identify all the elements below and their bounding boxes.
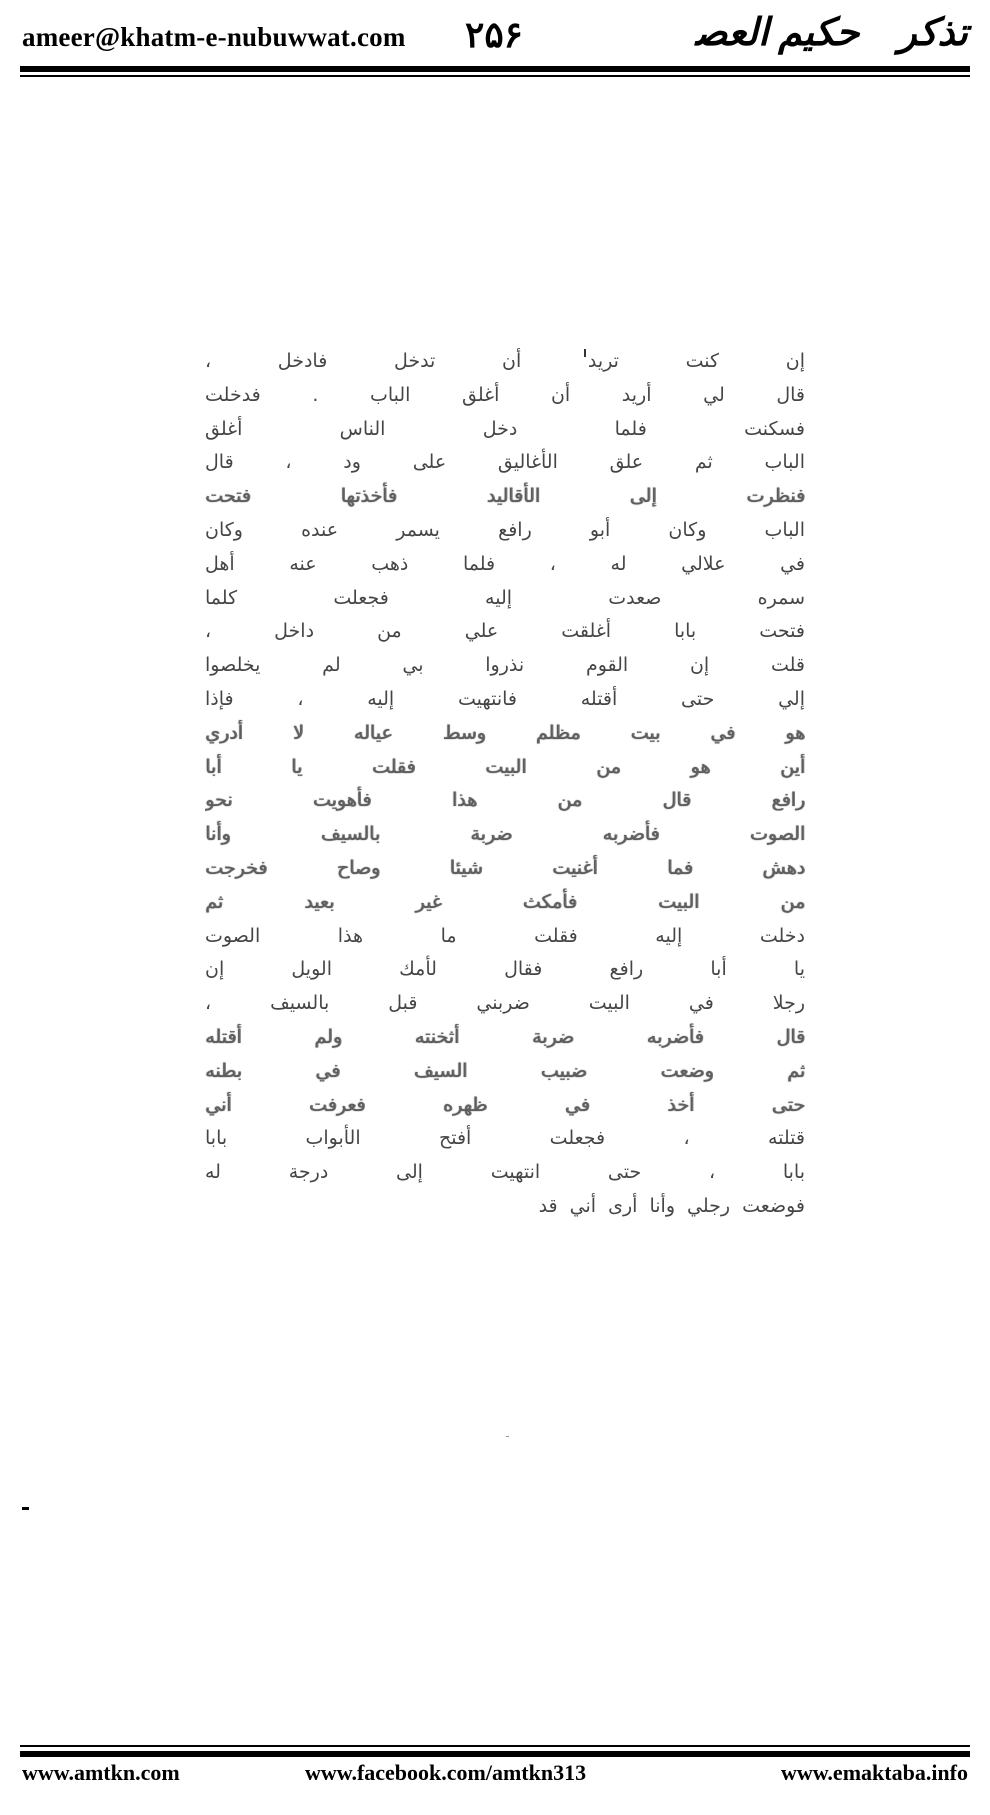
- footer-link-emaktaba[interactable]: www.emaktaba.info: [780, 1760, 968, 1785]
- scan-line: قتلته ، فجعلت أفتح الأبواب بابا: [205, 1127, 805, 1150]
- scan-line: فنظرت إلى الأقاليد فأخذتها فتحت: [205, 485, 805, 508]
- scan-line: ثم وضعت ضبيب السيف في بطنه: [205, 1059, 805, 1082]
- margin-dash: [22, 1507, 29, 1510]
- scan-line: قال فأضربه ضربة أثخنته ولم أقتله: [205, 1025, 805, 1048]
- scan-line: يا أبا رافع فقال لأمك الويل إن: [205, 958, 805, 981]
- scan-line: فتحت بابا أغلقت علي من داخل ،: [205, 620, 805, 643]
- scan-line: دهش فما أغنيت شيئا وصاح فخرجت: [205, 856, 805, 879]
- scan-line: من البيت فأمكث غير بعيد ثم: [205, 890, 805, 913]
- scan-line: بابا ، حتى انتهيت إلى درجة له: [205, 1161, 805, 1184]
- scan-line: سمره صعدت إليه فجعلت كلما: [205, 586, 805, 609]
- scan-line: إن كنت تريد أن تدخل فادخل ،: [205, 350, 805, 372]
- scan-line: رجلا في البيت ضربني قبل بالسيف ،: [205, 992, 805, 1015]
- footer-rule-thin: [20, 1745, 970, 1747]
- scan-line: الباب وكان أبو رافع يسمر عنده وكان: [205, 518, 805, 541]
- scan-line: دخلت إليه فقلت ما هذا الصوت: [205, 924, 805, 947]
- scan-line: الباب ثم علق الأغاليق على ود ، قال: [205, 451, 805, 474]
- scan-line: فسكنت فلما دخل الناس أغلق: [205, 417, 805, 440]
- scan-line: أين هو من البيت فقلت يا أبا: [205, 755, 805, 778]
- header-rule-thin: [20, 75, 970, 77]
- page-number: ۲۵۶: [465, 15, 524, 55]
- footer-link-amtkn[interactable]: www.amtkn.com: [22, 1760, 180, 1785]
- scan-line: في علالي له ، فلما ذهب عنه أهل: [205, 552, 805, 575]
- header-email[interactable]: ameer@khatm-e-nubuwwat.com: [22, 22, 406, 52]
- footer-rule-thick: [20, 1751, 970, 1757]
- page-footer: [0, 1760, 990, 1800]
- scan-line: هو في بيت مظلم وسط عياله لا أدري: [205, 721, 805, 744]
- header-rule-thick: [20, 66, 970, 72]
- scan-line: قال لي أريد أن أغلق الباب . فدخلت: [205, 383, 805, 406]
- scan-line: إلي حتى أقتله فانتهيت إليه ، فإذا: [205, 687, 805, 710]
- scan-line: فوضعت رجلي وأنا أرى أني قد: [538, 1194, 805, 1217]
- footer-link-facebook[interactable]: www.facebook.com/amtkn313: [305, 1760, 587, 1785]
- scan-line: الصوت فأضربه ضربة بالسيف وأنا: [205, 823, 805, 846]
- scan-speck: [506, 1436, 509, 1437]
- scan-line: قلت إن القوم نذروا بي لم يخلصوا: [205, 654, 805, 677]
- book-title: تذکرہ حکیم العصرؒ: [636, 12, 968, 54]
- scan-line: رافع قال من هذا فأهويت نحو: [205, 789, 805, 812]
- scanned-arabic-text-block: [205, 345, 805, 1305]
- scan-line: حتى أخذ في ظهره فعرفت أني: [205, 1093, 805, 1116]
